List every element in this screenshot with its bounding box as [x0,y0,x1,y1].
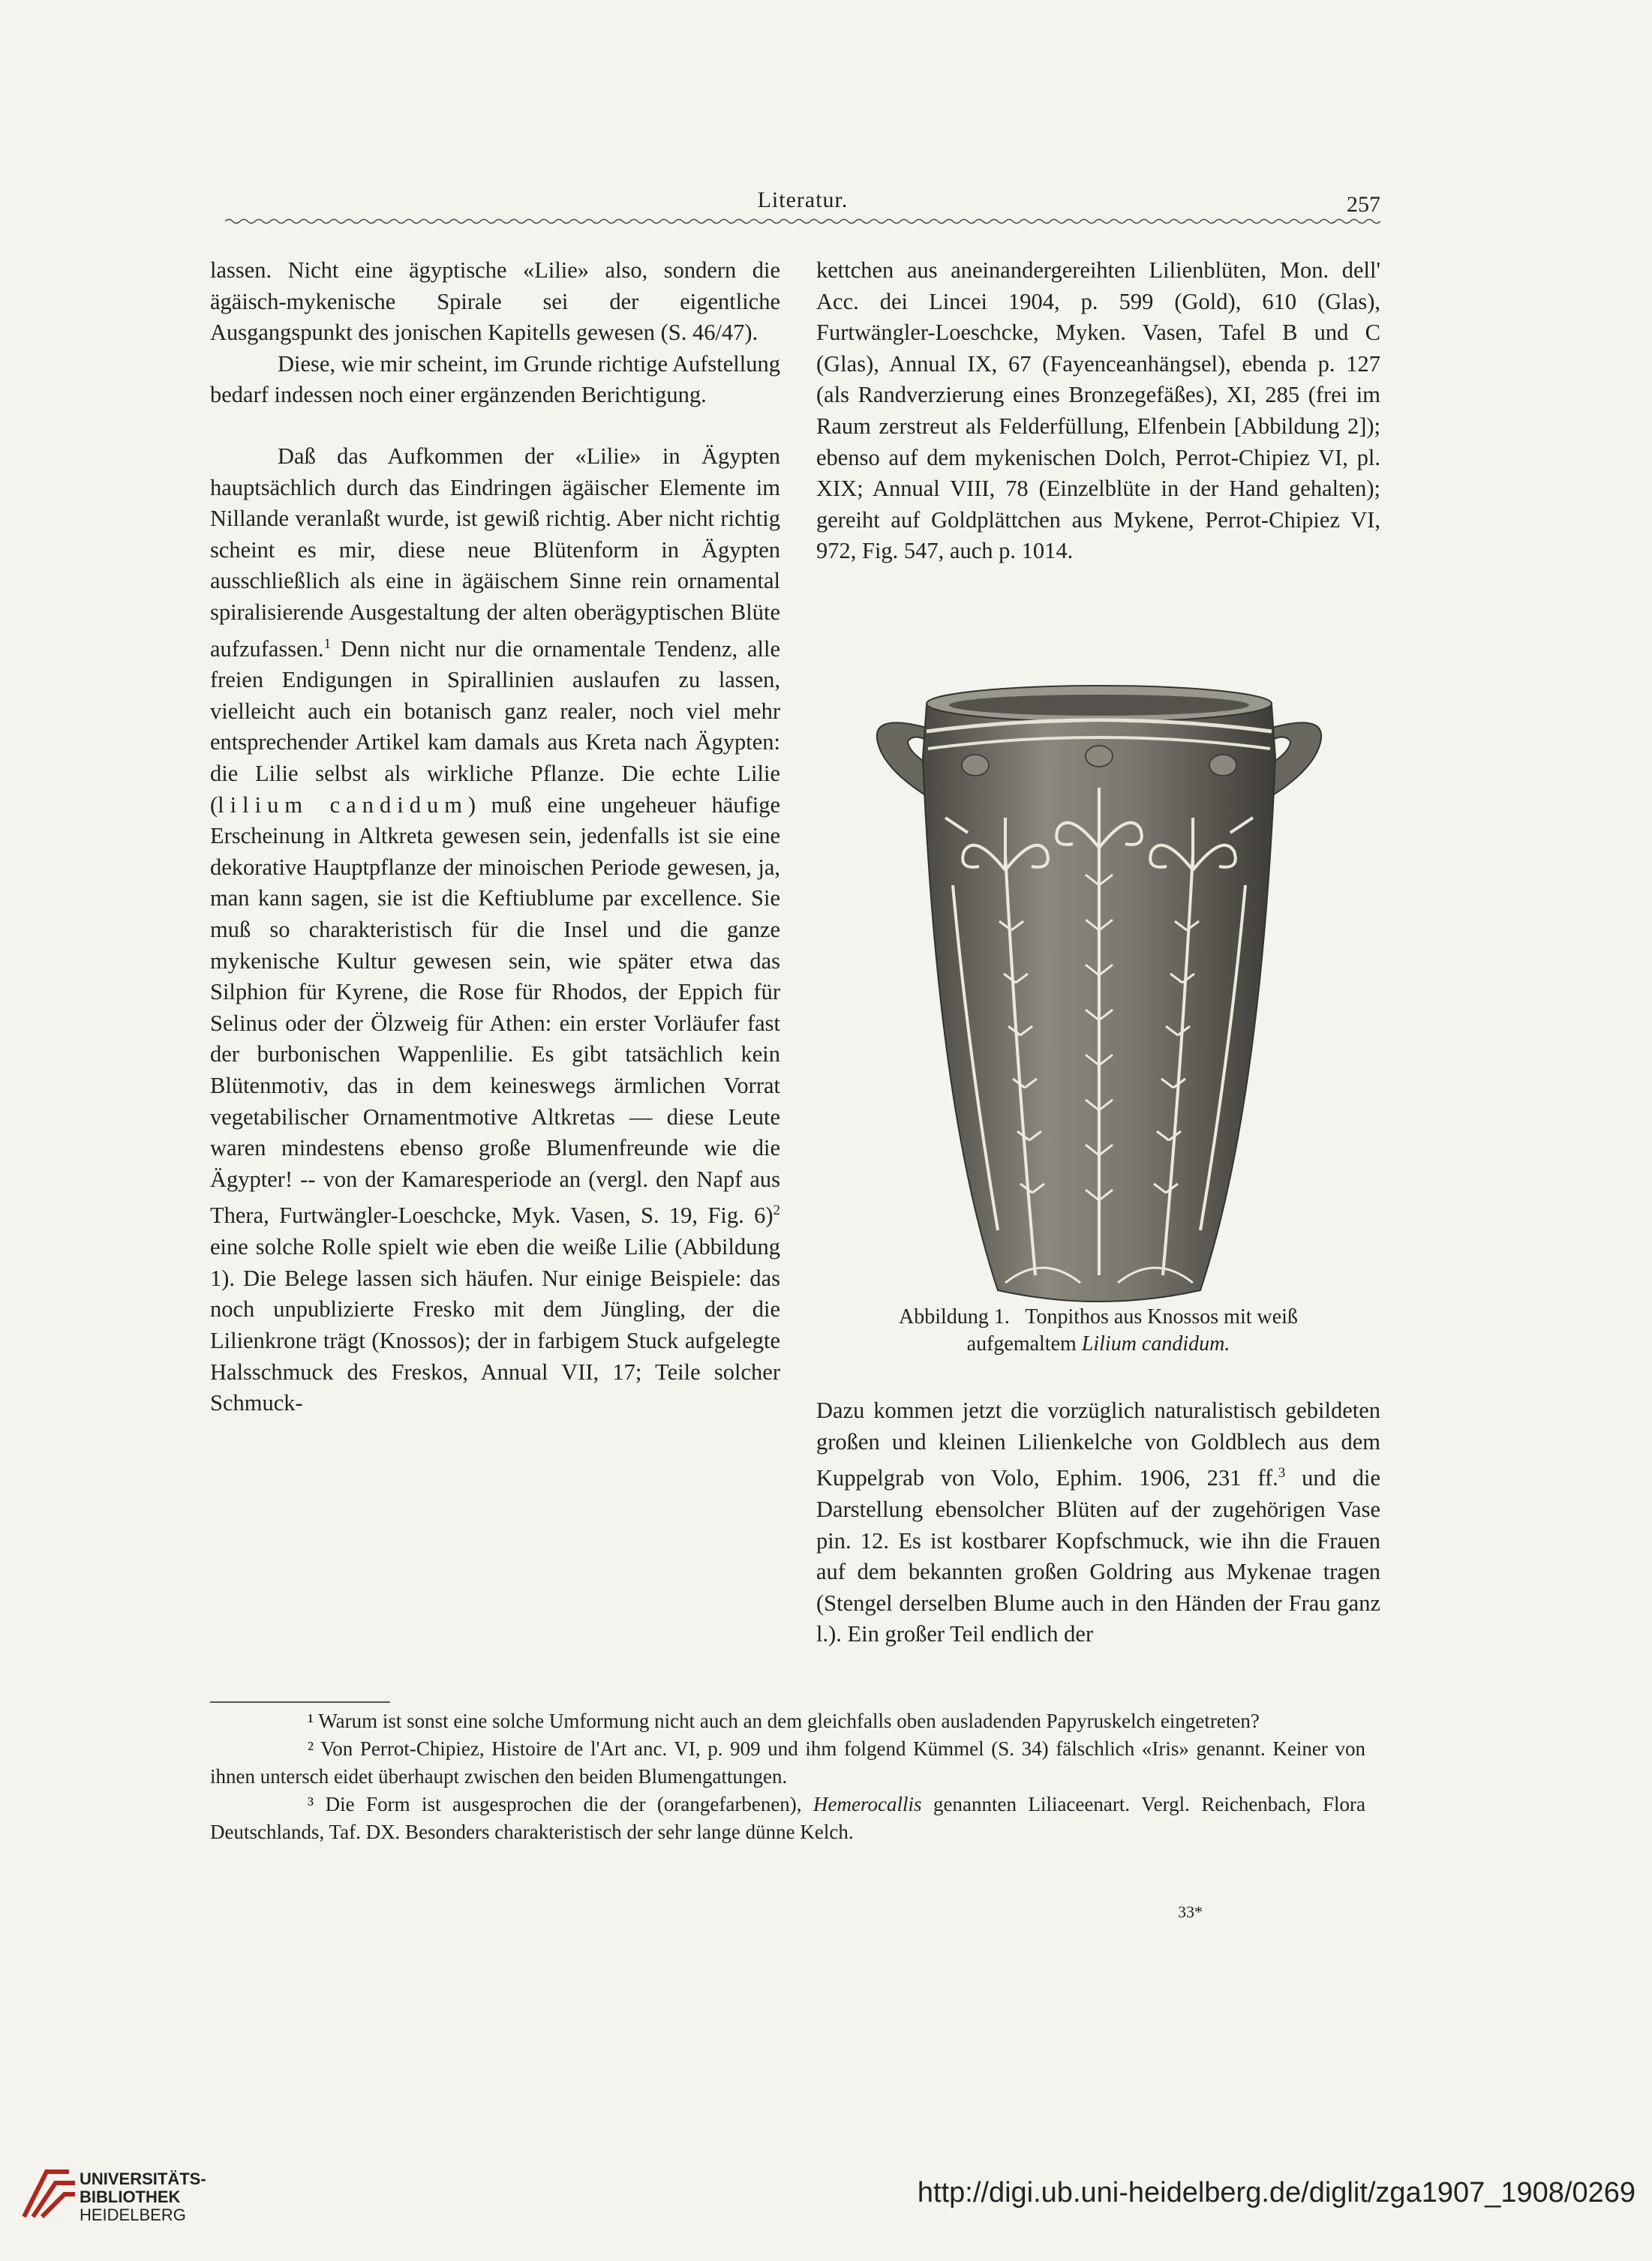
library-name [80,2170,206,2224]
footnotes [210,1707,1365,1846]
text-run: Dazu kommen jetzt die vorzüglich naturalistisch gebildeten großen und kleinen Lilienkelche von Goldblech aus dem Kuppelgrab von Volo, Ephim. 1906, 231 ff. [816,1398,1380,1491]
figure-caption [816,1304,1380,1358]
footnote: ² Von Perrot-Chipiez, Histoire de l'Art anc. VI, p. 909 und ihm folgend Kümmel (S. 34) fälschlich «Iris» genannt. Keiner von ihnen untersch eidet überhaupt zwischen den beiden Blumengattungen. [210,1737,1365,1788]
page-number: 257 [1347,192,1380,217]
wavy-header-rule [225,216,1380,227]
right-column-top [816,255,1380,567]
right-column-bottom [816,1395,1380,1650]
printer-signature: 33* [1178,1902,1203,1921]
footnote [210,1791,1365,1846]
caption-line [816,1331,1380,1358]
text-run: Daß das Aufkommen der «Lilie» in Ägypten hauptsächlich durch das Eindringen ägäischer Elemente im Nillande veranlaßt wurde, ist gewiß richtig. Aber nicht richtig scheint es mir, diese neue Blütenform in Ägypten ausschließlich als eine in ägäischem Sinne rein ornamental spiralisierende Ausgestaltung der alten oberägyptischen Blüte aufzufassen. [210,443,780,662]
paragraph [816,1395,1380,1650]
left-column [210,255,780,1419]
vase-illustration [855,660,1343,1313]
text-run: und die Darstellung ebensolcher Blüten auf der zugehörigen Vase pin. 12. Es ist kostbarer Kopfschmuck, wie ihn die Frauen auf dem bekannten großen Goldring aus Mykenae tragen (Stengel derselben Blume auch in den Händen der Frau ganz l.). Ein großer Teil endlich der [816,1465,1380,1647]
source-url[interactable]: http://digi.ub.uni-heidelberg.de/diglit/zga1907_1908/0269 [917,2177,1635,2208]
text-run: genannten Liliaceenart. Vergl. Reichenbach, Flora Deutschlands, Taf. DX. Besonders charakteristisch der sehr lange dünne Kelch. [210,1793,1366,1843]
header-title: Literatur. [757,188,849,212]
text-run: eine solche Rolle spielt wie eben die weiße Lilie (Abbildung 1). Die Belege lassen sich häufen. Nur einige Beispiele: das noch unpublizierte Fresko mit dem Jüngling, der die Lilienkrone trägt (Knossos); der in farbigem Stuck aufgelegte Halsschmuck des Freskos, Annual VII, 17; Teile solcher Schmuck- [210,1234,780,1416]
latin-name: lilium candidum [218,791,468,818]
latin-name: Hemerocallis [813,1793,922,1815]
footnote-marker: 2 [773,1203,780,1219]
footnote-rule [210,1701,390,1703]
latin-name: Lilium candidum. [1081,1332,1230,1356]
library-name-line: BIBLIOTHEK [80,2187,181,2206]
paragraph: Diese, wie mir scheint, im Grunde richtige Aufstellung bedarf indessen noch einer ergänzenden Berichtigung. [210,350,781,408]
paragraph: lassen. Nicht eine ägyptische «Lilie» also, sondern die ägäisch-mykenische Spirale sei der eigentliche Ausgangspunkt des jonischen Kapitells gewesen (S. 46/47). [210,257,780,346]
footnote: ¹ Warum ist sonst eine solche Umformung nicht auch an dem gleichfalls oben ausladenden Papyruskelch eingetreten? [308,1710,1260,1732]
footnote-marker: 3 [1278,1465,1286,1482]
library-name-line: HEIDELBERG [80,2205,186,2224]
paragraph [210,441,780,1419]
text-run: aufgemaltem [966,1332,1082,1356]
caption-line: Abbildung 1. Tonpithos aus Knossos mit weiß [899,1305,1298,1329]
text-run: Denn nicht nur die ornamentale Tendenz, alle freien Endigungen in Spirallinien auslaufen zu lassen, vielleicht auch ein botanisch ganz realer, noch viel mehr entsprechender Artikel kam damals aus Kreta nach Ägypten: die Lilie selbst als wirkliche Pflanze. Die echte Lilie ( [210,635,780,818]
library-name-line: UNIVERSITÄTS- [80,2169,206,2188]
paragraph: kettchen aus aneinandergereihten Lilienblüten, Mon. dell' Acc. dei Lincei 1904, p. 599 (Gold), 610 (Glas), Furtwängler-Loeschcke, Myken. Vasen, Tafel B und C (Glas), Annual IX, 67 (Fayenceanhängsel), ebenda p. 127 (als Randverzierung eines Bronzegefäßes), XI, 285 (frei im Raum zerstreut als Felderfüllung, Elfenbein [Abbildung 2]); ebenso auf dem mykenischen Dolch, Perrot-Chipiez VI, pl. XIX; Annual VIII, 78 (Einzelblüte in der Hand gehalten); gereiht auf Goldplättchen aus Mykene, Perrot-Chipiez VI, 972, Fig. 547, auch p. 1014. [816,257,1380,564]
text-run: ) muß eine ungeheuer häufige Erscheinung in Altkreta gewesen sein, jedenfalls ist sie eine dekorative Hauptpflanze der minoischen Periode gewesen, ja, man kann sagen, sie ist die Keftiublume par excellence. Sie muß so charakteristisch für die Insel und die ganze mykenische Kultur gewesen sein, wie später etwa das Silphion für Kyrene, die Rose für Rhodos, der Eppich für Selinus oder der Ölzweig für Athen: ein erster Vorläufer fast der burbonischen Wappenlilie. Es gibt tatsächlich kein Blütenmotiv, das in dem keineswegs ärmlichen Vorrat vegetabilischer Ornamentmotive Altkretas — diese Leute waren mindestens ebenso große Blumenfreunde wie die Ägypter! -- von der Kamaresperiode an (vergl. den Napf aus Thera, Furtwängler-Loeschcke, Myk. Vasen, S. 19, Fig. 6) [210,791,780,1229]
text-run: ³ Die Form ist ausgesprochen die der (orangefarbenen), [308,1793,814,1815]
footnote-marker: 1 [323,635,332,652]
